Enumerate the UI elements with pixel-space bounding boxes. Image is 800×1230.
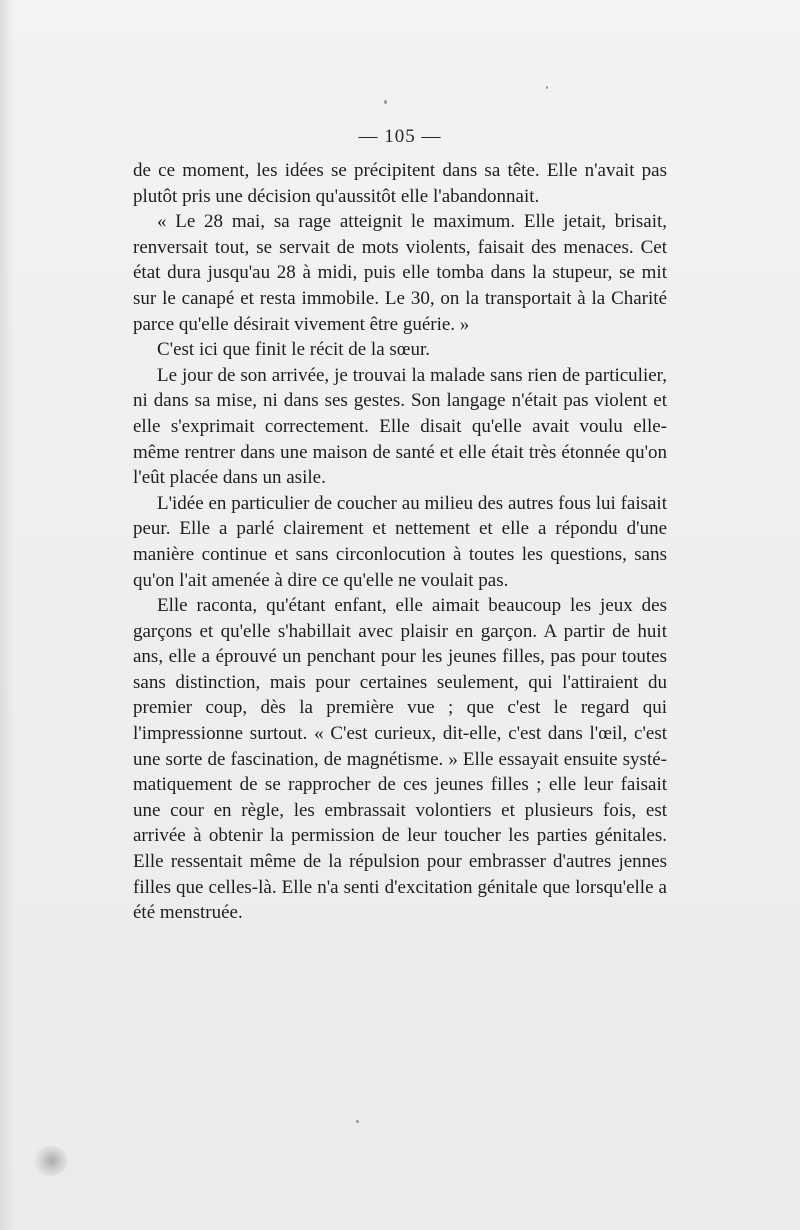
paragraph: L'idée en particulier de coucher au milieu des autres fous lui faisait peur. Elle a parlé clairement et nettement et elle a répondu d'une manière continue et sans circonlocution à toutes les questions, sans qu'on l'ait amenée à dire ce qu'elle ne voulait pas. xyxy=(133,492,667,591)
ink-speck xyxy=(384,100,387,104)
paragraph: Elle raconta, qu'étant enfant, elle aimait beaucoup les jeux des garçons et qu'elle s'habillait avec plaisir en garçon. A partir de huit ans, elle a éprouvé un penchant pour les jeunes filles, pas pour toutes sans distinction, mais pour certaines seulement, qui l'attiraient du premier coup, dès la première vue ; que c'est le regard qui l'impressionne surtout. « C'est curieux, dit-elle, c'est dans l'œil, c'est une sorte de fascination, de magnétisme. » Elle essayait ensuite systématiquement de se rapprocher de ces jeunes filles ; elle leur faisait une cour en règle, les embrassait volontiers et plusieurs fois, est arrivée à obtenir la permission de leur toucher les parties génitales. Elle ressentait même de la répulsion pour embrasser d'autres jennes filles que celles-là. Elle n'a senti d'excitation génitale que lorsqu'elle a été menstruée. xyxy=(133,595,667,924)
page-number: — 105 — xyxy=(358,126,442,147)
ink-speck xyxy=(546,86,548,89)
paragraph: Le jour de son arrivée, je trouvai la malade sans rien de particulier, ni dans sa mise, ni dans ses gestes. Son langage n'était pas violent et elle s'exprimait correctement. Elle disait qu'elle avait voulu elle-même rentrer dans une maison de santé et elle était très étonnée qu'on l'eût placée dans un asile. xyxy=(133,364,667,489)
paragraph: « Le 28 mai, sa rage atteignit le maximum. Elle jetait, brisait, renversait tout, se servait de mots violents, faisait des menaces. Cet état dura jusqu'au 28 à midi, puis elle tomba dans la stupeur, se mit sur le canapé et resta immobile. Le 30, on la transportait à la Charité parce qu'elle désirait vivement être guérie. » xyxy=(133,211,667,335)
page-edge-shadow xyxy=(0,0,14,1230)
paragraph: de ce moment, les idées se précipitent dans sa tête. Elle n'avait pas plutôt pris une décision qu'aussitôt elle l'abandonnait. xyxy=(133,160,667,207)
paragraph: C'est ici que finit le récit de la sœur. xyxy=(157,339,431,361)
ink-speck xyxy=(356,1120,359,1123)
ink-smudge xyxy=(32,1146,68,1176)
body-text xyxy=(133,158,667,926)
